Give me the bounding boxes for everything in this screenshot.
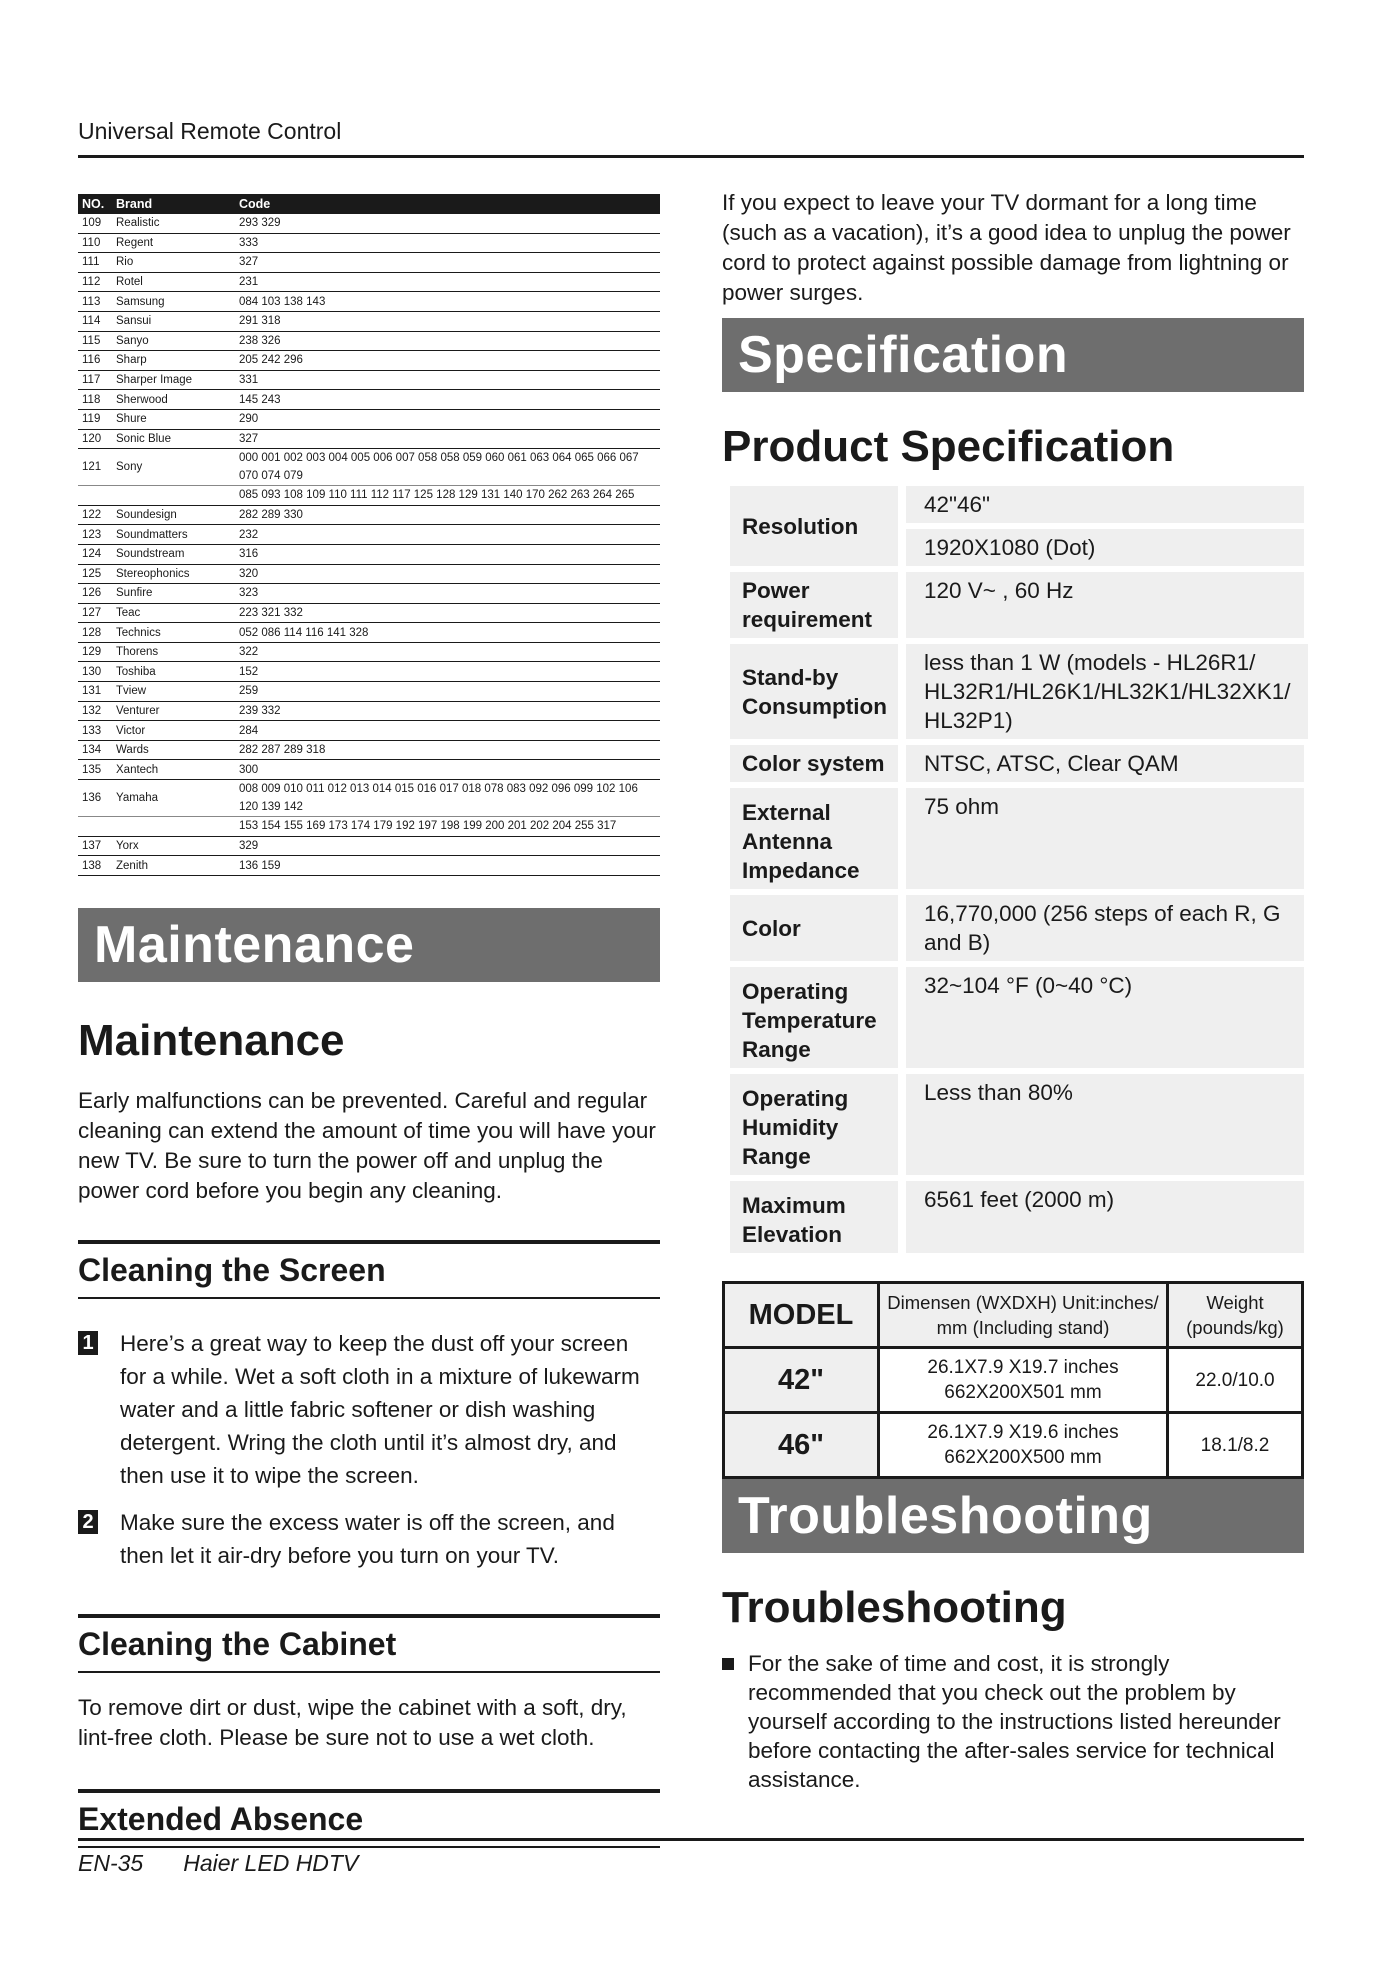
code-no-cell (78, 817, 112, 837)
code-table-row (78, 351, 660, 371)
bullet-square-icon (722, 1658, 734, 1670)
code-value-cell: 136 159 (235, 856, 660, 876)
dimension-header: Dimensen (WXDXH) Unit:inches/ mm (Including stand) (879, 1283, 1168, 1348)
code-table-row (78, 311, 660, 331)
col-brand-header: Brand (112, 194, 235, 214)
spec-value: 1920X1080 (Dot) (906, 529, 1304, 566)
code-value-cell: 282 289 330 (235, 505, 660, 525)
code-no-cell: 112 (78, 272, 112, 292)
code-brand-cell: Sherwood (112, 390, 235, 410)
code-no-cell: 137 (78, 836, 112, 856)
weight-header: Weight (pounds/kg) (1168, 1283, 1303, 1348)
code-no-cell (78, 486, 112, 506)
code-brand-cell: Technics (112, 623, 235, 643)
page-header-title: Universal Remote Control (78, 118, 342, 144)
code-value-cell: 000 001 002 003 004 005 006 007 058 058 059 060 061 063 064 065 066 067 070 074 079 (235, 449, 660, 486)
code-brand-cell: Tview (112, 682, 235, 702)
code-value-cell: 291 318 (235, 311, 660, 331)
dimension-mm: 662X200X501 mm (944, 1382, 1102, 1403)
code-no-cell: 129 (78, 642, 112, 662)
spec-value: Less than 80% (906, 1074, 1304, 1175)
code-brand-cell: Teac (112, 603, 235, 623)
maintenance-banner: Maintenance (78, 908, 660, 982)
code-value-cell: 259 (235, 682, 660, 702)
code-table-row (78, 390, 660, 410)
code-brand-cell: Sharper Image (112, 370, 235, 390)
spec-value: 42"46" (906, 486, 1304, 523)
dimension-cell (879, 1348, 1168, 1413)
code-no-cell: 110 (78, 233, 112, 253)
cleaning-cabinet-heading: Cleaning the Cabinet (78, 1614, 660, 1673)
code-brand-cell: Sony (112, 449, 235, 486)
weight-cell: 22.0/10.0 (1168, 1348, 1303, 1413)
code-no-cell: 122 (78, 505, 112, 525)
code-brand-cell (112, 486, 235, 506)
dimension-inches: 26.1X7.9 X19.6 inches (927, 1422, 1119, 1443)
troubleshooting-banner: Troubleshooting (722, 1479, 1304, 1553)
code-value-cell: 084 103 138 143 (235, 292, 660, 312)
spec-row-temperature (730, 967, 1304, 1068)
code-table-row (78, 292, 660, 312)
model-cell: 42" (724, 1348, 879, 1413)
code-brand-cell: Sonic Blue (112, 429, 235, 449)
dimension-mm: 662X200X500 mm (944, 1447, 1102, 1468)
code-table-row (78, 272, 660, 292)
spec-row-resolution (730, 486, 1304, 566)
model-table-header (724, 1283, 1303, 1348)
left-column (78, 194, 660, 1848)
extended-absence-heading: Extended Absence (78, 1789, 660, 1848)
code-value-cell: 282 287 289 318 (235, 740, 660, 760)
code-no-cell: 132 (78, 701, 112, 721)
code-no-cell: 115 (78, 331, 112, 351)
code-table-row (78, 721, 660, 741)
code-no-cell: 126 (78, 584, 112, 604)
col-no-header: NO. (78, 194, 112, 214)
code-value-cell: 085 093 108 109 110 111 112 117 125 128 129 131 140 170 262 263 264 265 (235, 486, 660, 506)
code-brand-cell: Sunfire (112, 584, 235, 604)
code-table-row (78, 856, 660, 876)
code-brand-cell: Soundmatters (112, 525, 235, 545)
dimension-inches: 26.1X7.9 X19.7 inches (927, 1357, 1119, 1378)
col-code-header: Code (235, 194, 660, 214)
spec-table (730, 486, 1304, 1253)
spec-value: 75 ohm (906, 788, 1304, 889)
code-table-row (78, 486, 660, 506)
code-value-cell: 320 (235, 564, 660, 584)
cleaning-cabinet-text: To remove dirt or dust, wipe the cabinet with a soft, dry, lint-free cloth. Please be sure not to use a wet cloth. (78, 1694, 627, 1750)
code-table-row (78, 760, 660, 780)
code-no-cell: 133 (78, 721, 112, 741)
page-number: EN-35 (78, 1850, 144, 1876)
code-brand-cell: Stereophonics (112, 564, 235, 584)
code-table-row (78, 331, 660, 351)
code-table-row (78, 370, 660, 390)
step-number: 1 (78, 1331, 98, 1355)
spec-row-elevation (730, 1181, 1304, 1253)
spec-row-color-system (730, 745, 1304, 782)
code-value-cell: 223 321 332 (235, 603, 660, 623)
maintenance-heading: Maintenance (78, 1015, 345, 1065)
code-brand-cell: Rotel (112, 272, 235, 292)
code-brand-cell (112, 817, 235, 837)
code-table-row (78, 642, 660, 662)
model-row (724, 1348, 1303, 1413)
weight-cell: 18.1/8.2 (1168, 1413, 1303, 1478)
code-value-cell: 238 326 (235, 331, 660, 351)
step-number: 2 (78, 1510, 98, 1534)
code-table-header (78, 194, 660, 214)
code-brand-cell: Toshiba (112, 662, 235, 682)
code-table-row (78, 780, 660, 817)
spec-row-humidity (730, 1074, 1304, 1175)
code-no-cell: 118 (78, 390, 112, 410)
code-brand-cell: Yorx (112, 836, 235, 856)
spec-label: Operating Humidity Range (730, 1074, 898, 1175)
code-brand-cell: Sharp (112, 351, 235, 371)
code-no-cell: 124 (78, 544, 112, 564)
code-value-cell: 331 (235, 370, 660, 390)
code-value-cell: 329 (235, 836, 660, 856)
step-1 (78, 1327, 660, 1492)
code-no-cell: 113 (78, 292, 112, 312)
code-no-cell: 127 (78, 603, 112, 623)
code-table-row (78, 429, 660, 449)
code-table-row (78, 623, 660, 643)
code-value-cell: 008 009 010 011 012 013 014 015 016 017 018 078 083 092 096 099 102 106 120 139 142 (235, 780, 660, 817)
code-no-cell: 117 (78, 370, 112, 390)
remote-code-table (78, 194, 660, 876)
code-value-cell: 205 242 296 (235, 351, 660, 371)
code-value-cell: 231 (235, 272, 660, 292)
code-brand-cell: Wards (112, 740, 235, 760)
code-value-cell: 239 332 (235, 701, 660, 721)
code-brand-cell: Samsung (112, 292, 235, 312)
spec-value: 120 V~ , 60 Hz (906, 572, 1304, 638)
right-column (722, 188, 1304, 1794)
spec-label: Resolution (730, 486, 898, 566)
code-table-body (78, 214, 660, 875)
step-2 (78, 1506, 660, 1572)
code-table-row (78, 701, 660, 721)
code-no-cell: 125 (78, 564, 112, 584)
model-dimension-table (722, 1281, 1304, 1479)
code-no-cell: 111 (78, 253, 112, 273)
step-text: Make sure the excess water is off the screen, and then let it air-dry before you turn on your TV. (120, 1509, 615, 1568)
product-specification-heading: Product Specification (722, 422, 1175, 471)
code-value-cell: 284 (235, 721, 660, 741)
code-brand-cell: Sansui (112, 311, 235, 331)
code-no-cell: 123 (78, 525, 112, 545)
spec-row-antenna (730, 788, 1304, 889)
spec-value: 16,770,000 (256 steps of each R, G and B) (906, 895, 1304, 961)
spec-label: Operating Temperature Range (730, 967, 898, 1068)
spec-label: Color (730, 895, 898, 961)
code-brand-cell: Soundesign (112, 505, 235, 525)
code-value-cell: 327 (235, 429, 660, 449)
code-value-cell: 153 154 155 169 173 174 179 192 197 198 199 200 201 202 204 255 317 (235, 817, 660, 837)
spec-label: Power requirement (730, 572, 898, 638)
code-no-cell: 109 (78, 214, 112, 233)
code-table-row (78, 564, 660, 584)
cleaning-screen-heading: Cleaning the Screen (78, 1240, 660, 1299)
product-name: Haier LED HDTV (183, 1850, 359, 1876)
code-no-cell: 114 (78, 311, 112, 331)
code-no-cell: 119 (78, 409, 112, 429)
troubleshooting-bullet (722, 1649, 1304, 1794)
code-table-row (78, 817, 660, 837)
code-no-cell: 116 (78, 351, 112, 371)
code-brand-cell: Rio (112, 253, 235, 273)
model-cell: 46" (724, 1413, 879, 1478)
code-no-cell: 134 (78, 740, 112, 760)
code-value-cell: 316 (235, 544, 660, 564)
code-table-row (78, 584, 660, 604)
code-table-row (78, 505, 660, 525)
code-no-cell: 138 (78, 856, 112, 876)
spec-label: Stand-by Consumption (730, 644, 898, 739)
code-table-row (78, 525, 660, 545)
code-value-cell: 290 (235, 409, 660, 429)
code-table-row (78, 603, 660, 623)
code-no-cell: 131 (78, 682, 112, 702)
code-value-cell: 152 (235, 662, 660, 682)
code-value-cell: 052 086 114 116 141 328 (235, 623, 660, 643)
page-footer (78, 1850, 398, 1877)
spec-value: 32~104 °F (0~40 °C) (906, 967, 1304, 1068)
code-brand-cell: Yamaha (112, 780, 235, 817)
code-table-row (78, 662, 660, 682)
header-rule (78, 155, 1304, 158)
code-brand-cell: Thorens (112, 642, 235, 662)
code-value-cell: 322 (235, 642, 660, 662)
code-table-row (78, 740, 660, 760)
model-header: MODEL (724, 1283, 879, 1348)
code-brand-cell: Realistic (112, 214, 235, 233)
extended-absence-text: If you expect to leave your TV dormant for a long time (such as a vacation), it’s a good idea to unplug the power cord to protect against possible damage from lightning or power surges. (722, 190, 1291, 305)
code-no-cell: 128 (78, 623, 112, 643)
code-no-cell: 136 (78, 780, 112, 817)
code-table-row (78, 836, 660, 856)
code-table-row (78, 544, 660, 564)
maintenance-intro: Early malfunctions can be prevented. Careful and regular cleaning can extend the amount of time you will have your new TV. Be sure to turn the power off and unplug the power cord before you begin any cleaning. (78, 1087, 656, 1203)
code-brand-cell: Shure (112, 409, 235, 429)
code-brand-cell: Victor (112, 721, 235, 741)
specification-banner: Specification (722, 318, 1304, 392)
spec-row-color (730, 895, 1304, 961)
code-no-cell: 121 (78, 449, 112, 486)
troubleshooting-heading: Troubleshooting (722, 1583, 1067, 1632)
spec-label: External Antenna Impedance (730, 788, 898, 889)
spec-value: 6561 feet (2000 m) (906, 1181, 1304, 1253)
spec-row-power (730, 572, 1304, 638)
code-table-row (78, 253, 660, 273)
code-value-cell: 327 (235, 253, 660, 273)
code-no-cell: 120 (78, 429, 112, 449)
code-value-cell: 333 (235, 233, 660, 253)
model-row (724, 1413, 1303, 1478)
footer-rule (78, 1838, 1304, 1841)
code-table-row (78, 682, 660, 702)
code-table-row (78, 409, 660, 429)
spec-label: Maximum Elevation (730, 1181, 898, 1253)
code-no-cell: 135 (78, 760, 112, 780)
code-value-cell: 323 (235, 584, 660, 604)
spec-label: Color system (730, 745, 898, 782)
code-no-cell: 130 (78, 662, 112, 682)
spec-row-standby (730, 644, 1304, 739)
step-text: Here’s a great way to keep the dust off your screen for a while. Wet a soft cloth in a mixture of lukewarm water and a little fabric softener or dish washing detergent. Wring the cloth until it’s almost dry, and then use it to wipe the screen. (120, 1330, 640, 1488)
troubleshooting-text: For the sake of time and cost, it is strongly recommended that you check out the problem by yourself according to the instructions listed hereunder before contacting the after-sales service for technical assistance. (748, 1651, 1281, 1792)
code-value-cell: 145 243 (235, 390, 660, 410)
code-brand-cell: Zenith (112, 856, 235, 876)
code-value-cell: 300 (235, 760, 660, 780)
code-brand-cell: Sanyo (112, 331, 235, 351)
code-table-row (78, 449, 660, 486)
code-brand-cell: Venturer (112, 701, 235, 721)
code-value-cell: 232 (235, 525, 660, 545)
code-table-row (78, 214, 660, 233)
code-brand-cell: Xantech (112, 760, 235, 780)
spec-value: NTSC, ATSC, Clear QAM (906, 745, 1304, 782)
code-value-cell: 293 329 (235, 214, 660, 233)
cleaning-steps (78, 1327, 660, 1572)
code-table-row (78, 233, 660, 253)
dimension-cell (879, 1413, 1168, 1478)
spec-value: less than 1 W (models - HL26R1/ HL32R1/HL26K1/HL32K1/HL32XK1/ HL32P1) (906, 644, 1308, 739)
code-brand-cell: Soundstream (112, 544, 235, 564)
code-brand-cell: Regent (112, 233, 235, 253)
